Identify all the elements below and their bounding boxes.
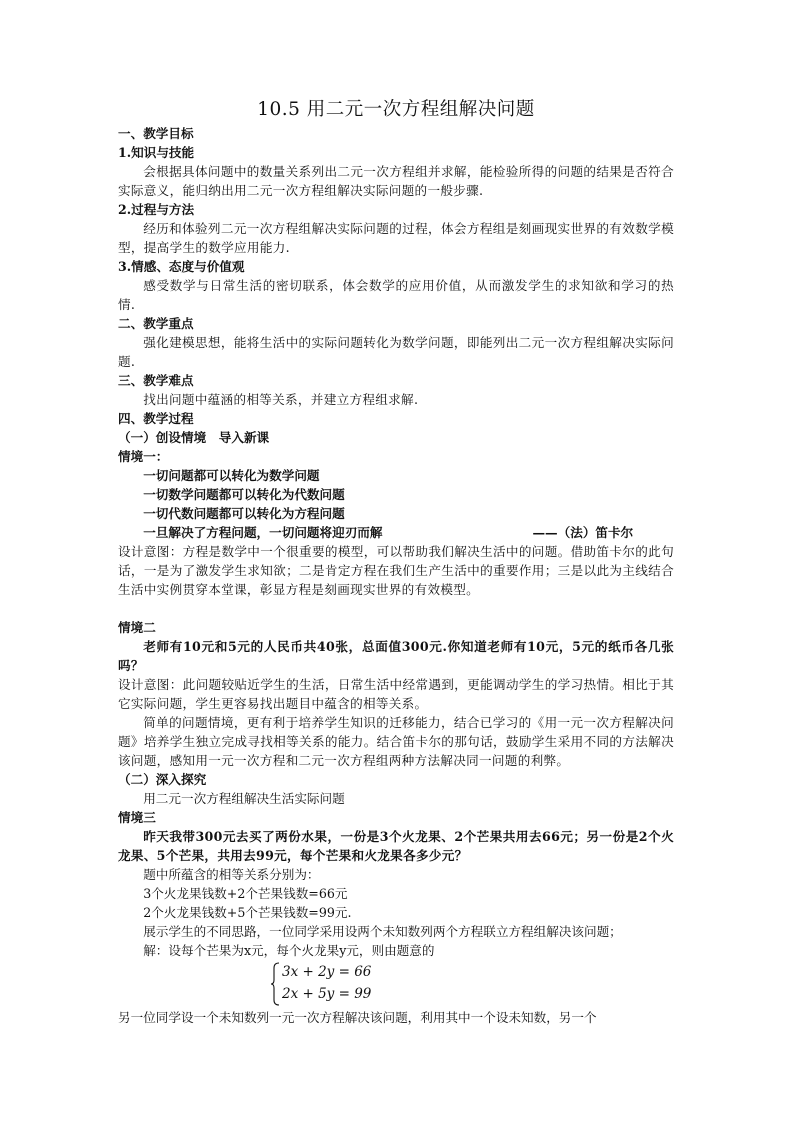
quote-line-4-text: 一旦解决了方程问题，一切问题将迎刃而解 — [143, 525, 383, 540]
difficulties-text: 找出问题中蕴涵的相等关系，并建立方程组求解. — [143, 392, 419, 407]
scene-two-label: 情境二 — [118, 620, 156, 635]
heading-teaching-process: 四、教学过程 — [118, 411, 194, 426]
heading-deep-inquiry: （二）深入探究 — [118, 772, 207, 787]
design-intent-2b: 简单的问题情境，更有利于培养学生知识的迁移能力，结合已学习的《用一元一次方程解决问题》培养学生独立完成寻找相等关系的能力。结合笛卡尔的那句话，鼓励学生采用不同的方法解决该问题，感知用一元一次方程和二元一次方程组两种方法解决同一问题的利弊。 — [118, 715, 674, 768]
scene-two-problem: 老师有10元和5元的人民币共40张，总面值300元.你知道老师有10元，5元的纸币各几张吗？ — [118, 639, 674, 673]
document-page — [118, 96, 674, 1027]
relation-2: 2个火龙果钱数+5个芒果钱数=99元. — [143, 905, 352, 920]
heading-process-method: 2.过程与方法 — [118, 202, 195, 217]
scene-three-label: 情境三 — [118, 810, 156, 825]
quote-author: ——（法）笛卡尔 — [532, 525, 634, 540]
quote-line-4 — [118, 523, 633, 542]
heading-teaching-goals: 一、教学目标 — [118, 126, 194, 141]
process-method-text: 经历和体验列二元一次方程组解决实际问题的过程，体会方程组是刻画现实世界的有效数学模型，提高学生的数学应用能力. — [118, 221, 674, 255]
deep-inquiry-subtitle: 用二元一次方程组解决生活实际问题 — [143, 791, 345, 806]
design-intent-1: 设计意图：方程是数学中一个很重要的模型，可以帮助我们解决生活中的问题。借助笛卡尔的此句话，一是为了激发学生求知欲；二是肯定方程在我们生产生活中的重要作用；三是以此为主线结合生活中实例贯穿本堂课，彰显方程是刻画现实世界的有效模型。 — [118, 544, 674, 597]
quote-line-3: 一切代数问题都可以转化为方程问题 — [143, 506, 345, 521]
heading-attitude-values: 3.情感、态度与价值观 — [118, 259, 245, 274]
last-line-text: 另一位同学设一个未知数列一元一次方程解决该问题，利用其中一个设未知数，另一个 — [118, 1010, 597, 1025]
equation-2: 2x + 5y = 99 — [282, 986, 372, 1002]
attitude-values-text: 感受数学与日常生活的密切联系，体会数学的应用价值，从而激发学生的求知欲和学习的热情. — [118, 278, 674, 312]
blank-line — [118, 599, 674, 618]
design-intent-2: 设计意图：此问题较贴近学生的生活，日常生活中经常遇到，更能调动学生的学习热情。相比于其它实际问题，学生更容易找出题目中蕴含的相等关系。 — [118, 677, 674, 711]
solution-text: 解：设每个芒果为x元，每个火龙果y元，则由题意的 — [143, 943, 435, 958]
quote-line-2: 一切数学问题都可以转化为代数问题 — [143, 487, 345, 502]
heading-create-situation: （一）创设情境 导入新课 — [118, 430, 270, 445]
left-brace-icon — [270, 962, 280, 1006]
heading-knowledge-skills: 1.知识与技能 — [118, 145, 195, 160]
key-points-text: 强化建模思想，能将生活中的实际问题转化为数学问题，即能列出二元一次方程组解决实际问题. — [118, 335, 674, 369]
quote-line-1: 一切问题都可以转化为数学问题 — [143, 468, 320, 483]
equation-system — [270, 962, 674, 1006]
heading-difficulties: 三、教学难点 — [118, 373, 194, 388]
heading-key-points: 二、教学重点 — [118, 316, 194, 331]
scene-three-problem: 昨天我带300元去买了两份水果，一份是3个火龙果、2个芒果共用去66元；另一份是2个火龙果、5个芒果，共用去99元，每个芒果和火龙果各多少元？ — [118, 829, 674, 863]
knowledge-skills-text: 会根据具体问题中的数量关系列出二元一次方程组并求解，能检验所得的问题的结果是否符合实际意义，能归纳出用二元一次方程组解决实际问题的一般步骤. — [118, 164, 674, 198]
relation-intro: 题中所蕴含的相等关系分别为： — [143, 867, 320, 882]
relation-1: 3个火龙果钱数+2个芒果钱数=66元 — [143, 886, 348, 901]
scene-one-label: 情境一： — [118, 449, 169, 464]
document-title: 10.5 用二元一次方程组解决问题 — [257, 99, 535, 120]
show-ideas-text: 展示学生的不同思路，一位同学采用设两个未知数列两个方程联立方程组解决该问题； — [143, 924, 622, 939]
equation-1: 3x + 2y = 66 — [282, 964, 372, 980]
